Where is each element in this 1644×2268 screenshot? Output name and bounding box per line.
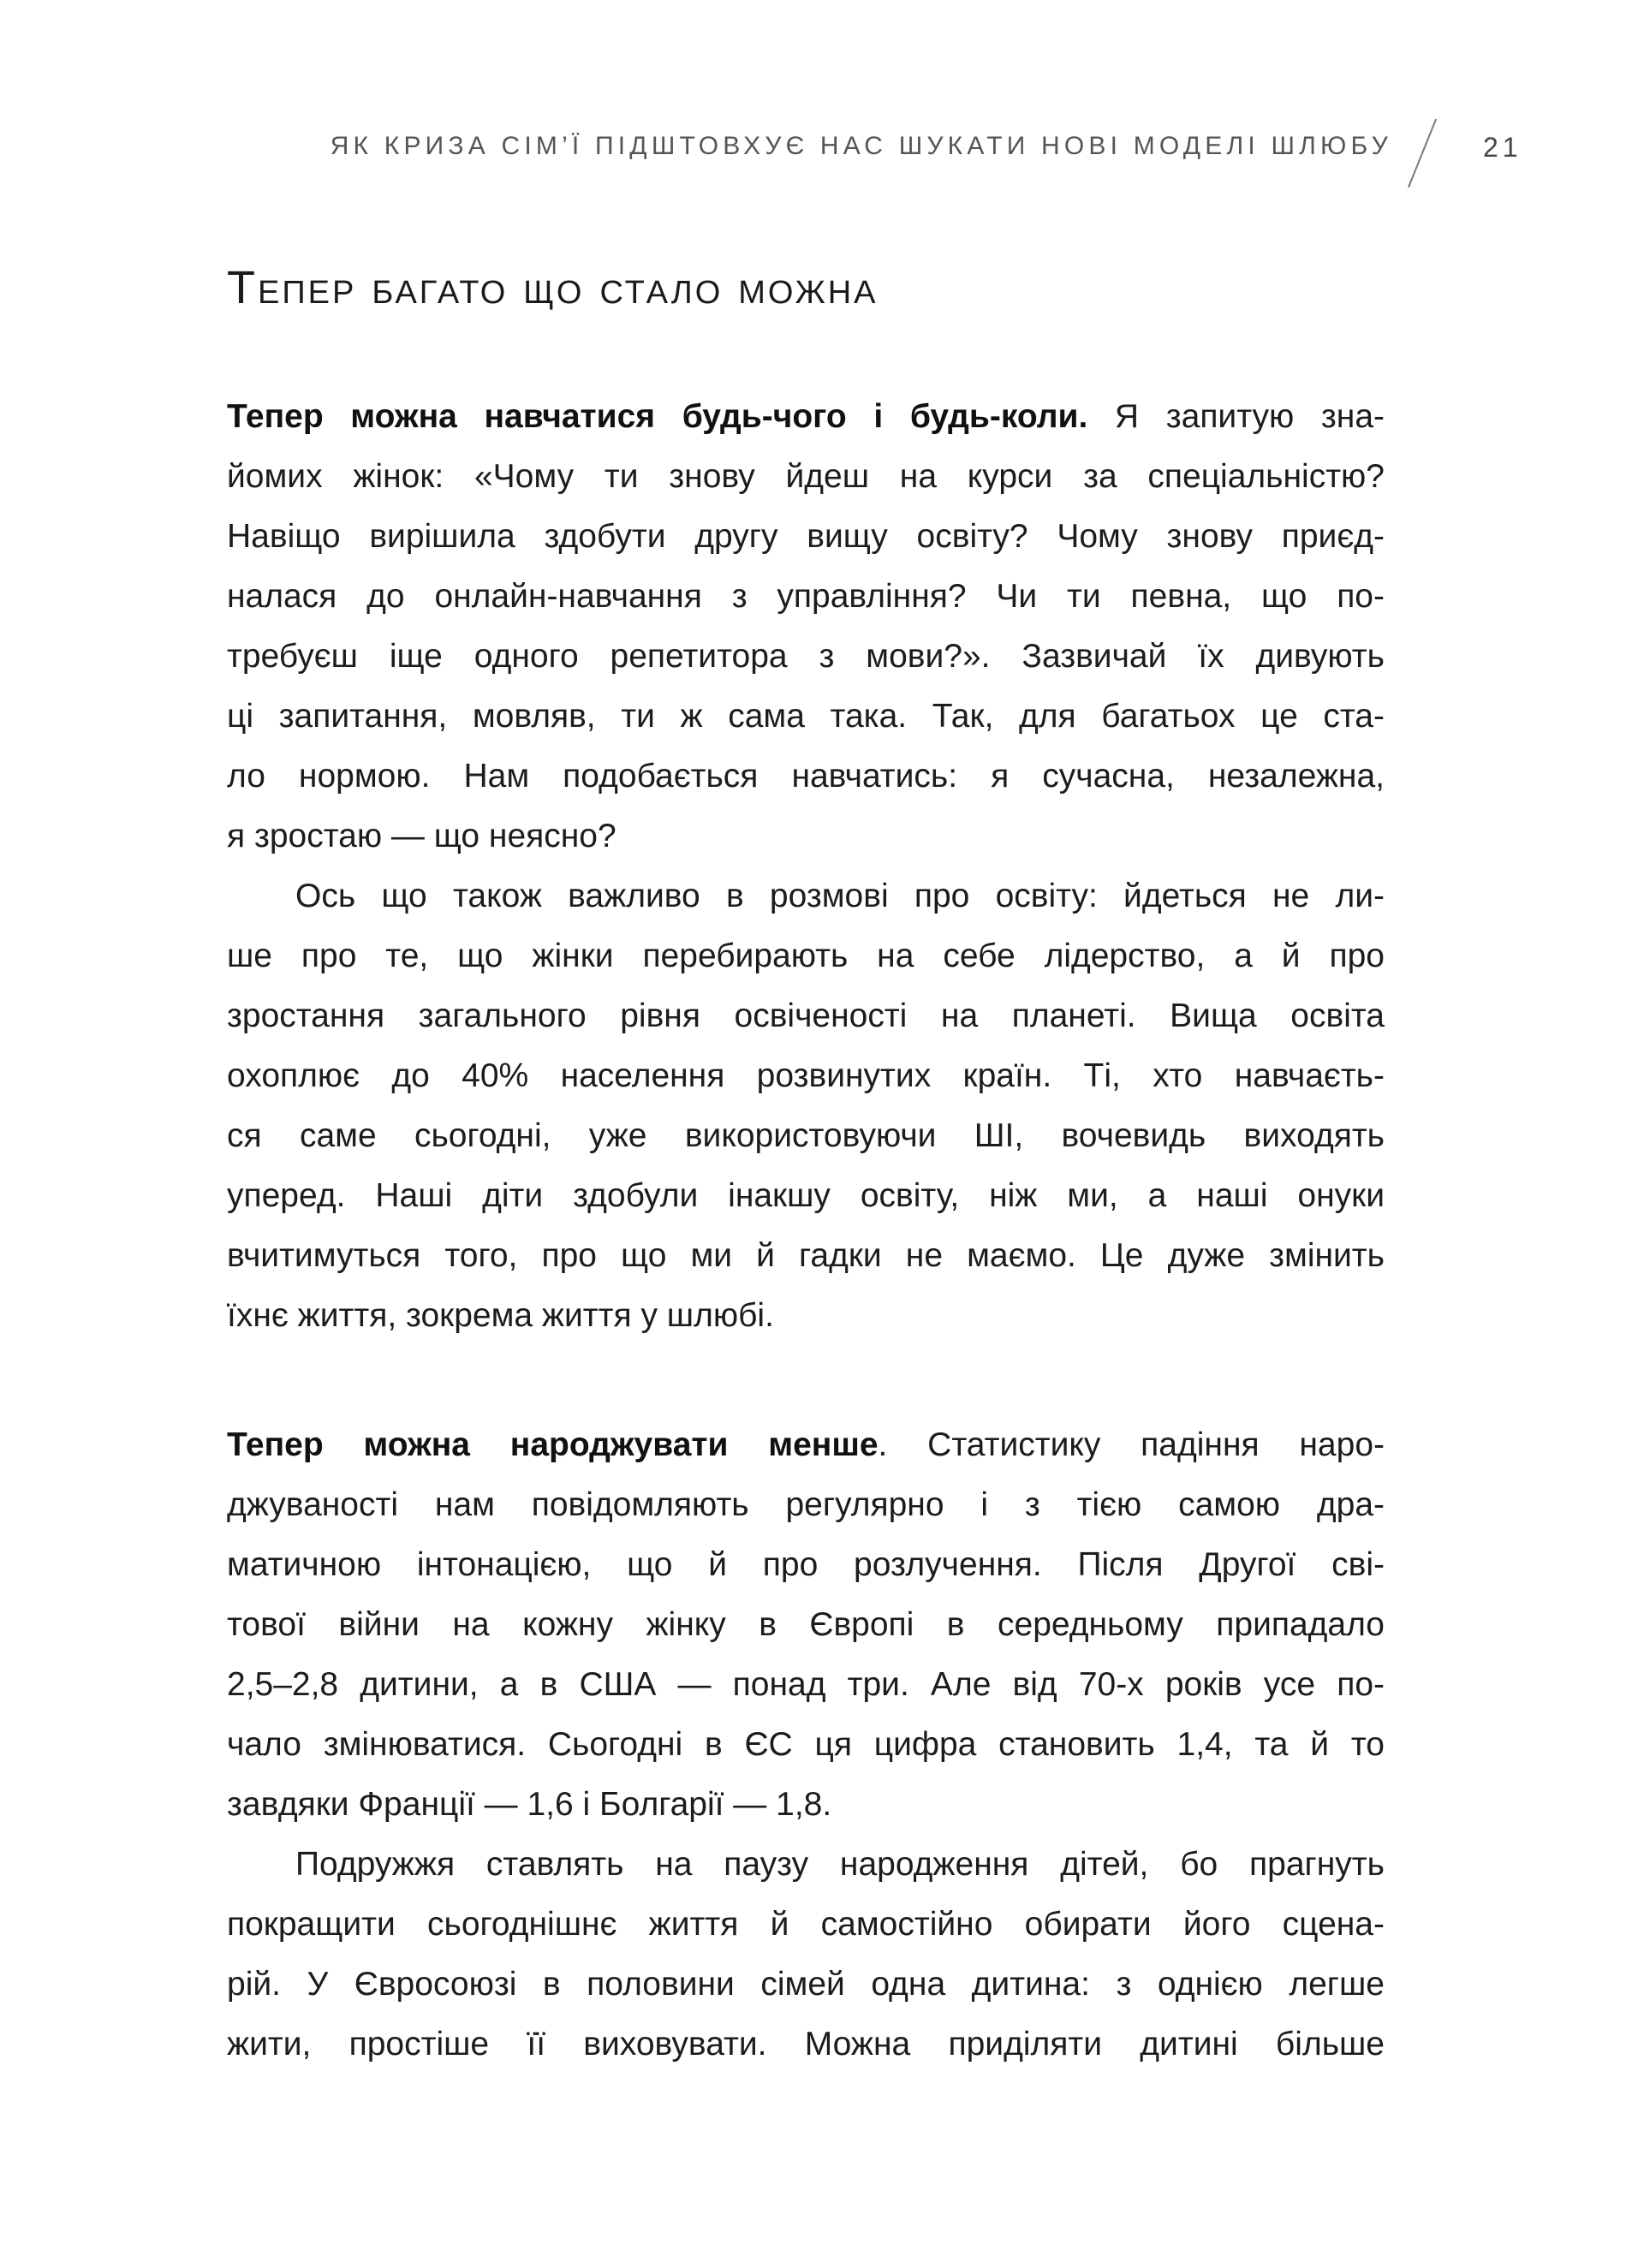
text-line: налася до онлайн-навчання з управління? Чи ти певна, що по- xyxy=(227,578,1385,615)
text-line: тової війни на кожну жінку в Європі в середньому припадало xyxy=(227,1606,1385,1643)
running-head xyxy=(0,128,1524,180)
text-line: завдяки Франції — 1,6 і Болгарії — 1,8. xyxy=(227,1786,832,1823)
text-line: уперед. Наші діти здобули інакшу освіту, ніж ми, а наші онуки xyxy=(227,1177,1385,1214)
text-line: охоплює до 40% населення розвинутих країн. Ті, хто навчаєть- xyxy=(227,1057,1385,1094)
page-number: 21 xyxy=(1483,132,1522,163)
text-line: чало змінюватися. Сьогодні в ЄС ця цифра становить 1,4, та й то xyxy=(227,1726,1385,1763)
text-line: требуєш іще одного репетитора з мови?». Зазвичай їх дивують xyxy=(227,638,1385,675)
text-line: матичною інтонацією, що й про розлучення. Після Другої сві- xyxy=(227,1546,1385,1583)
section-title: Тепер багато що стало можна xyxy=(227,262,879,313)
text-line: ло нормою. Нам подобається навчатись: я сучасна, незалежна, xyxy=(227,758,1385,795)
text-line: Ось що також важливо в розмові про освіту: йдеться не ли- xyxy=(295,878,1385,914)
text-line: джуваності нам повідомляють регулярно і з тією самою дра- xyxy=(227,1486,1385,1523)
text-line: Подружжя ставлять на паузу народження дітей, бо прагнуть xyxy=(295,1846,1385,1883)
running-title: ЯК КРИЗА СІМ’Ї ПІДШТОВХУЄ НАС ШУКАТИ НОВІ МОДЕЛІ ШЛЮБУ xyxy=(330,132,1392,160)
text-line: зростання загального рівня освіченості на планеті. Вища освіта xyxy=(227,997,1385,1034)
text-line: 2,5–2,8 дитини, а в США — понад три. Але від 70-х років усе по- xyxy=(227,1666,1385,1703)
text-line: я зростаю — що неясно? xyxy=(227,818,616,854)
header-divider-slash xyxy=(1408,119,1437,188)
text-line: ше про те, що жінки перебирають на себе лідерство, а й про xyxy=(227,938,1385,974)
text-line: ся саме сьогодні, уже використовуючи ШІ, вочевидь виходять xyxy=(227,1117,1385,1154)
text-line: рій. У Євросоюзі в половини сімей одна дитина: з однією легше xyxy=(227,1966,1385,2003)
text-line: вчитимуться того, про що ми й гадки не маємо. Це дуже змінить xyxy=(227,1237,1385,1274)
text-line: Тепер можна навчатися будь-чого і будь-коли. Я запитую зна- xyxy=(227,398,1385,435)
text-line: йомих жінок: «Чому ти знову йдеш на курси за спеціальністю? xyxy=(227,458,1385,495)
lead-in-bold: Тепер можна навчатися будь-чого і будь-коли. xyxy=(227,398,1088,435)
text-line: покращити сьогоднішнє життя й самостійно обирати його сцена- xyxy=(227,1906,1385,1943)
text-line: Навіщо вирішила здобути другу вищу освіту? Чому знову приєд- xyxy=(227,518,1385,555)
text-line: Тепер можна народжувати менше. Статистику падіння наро- xyxy=(227,1426,1385,1463)
text-line: ці запитання, мовляв, ти ж сама така. Так, для багатьох це ста- xyxy=(227,698,1385,735)
text-line: жити, простіше її виховувати. Можна приділяти дитині більше xyxy=(227,2026,1385,2063)
lead-in-bold: Тепер можна народжувати менше xyxy=(227,1426,879,1463)
text-line: їхнє життя, зокрема життя у шлюбі. xyxy=(227,1297,774,1334)
